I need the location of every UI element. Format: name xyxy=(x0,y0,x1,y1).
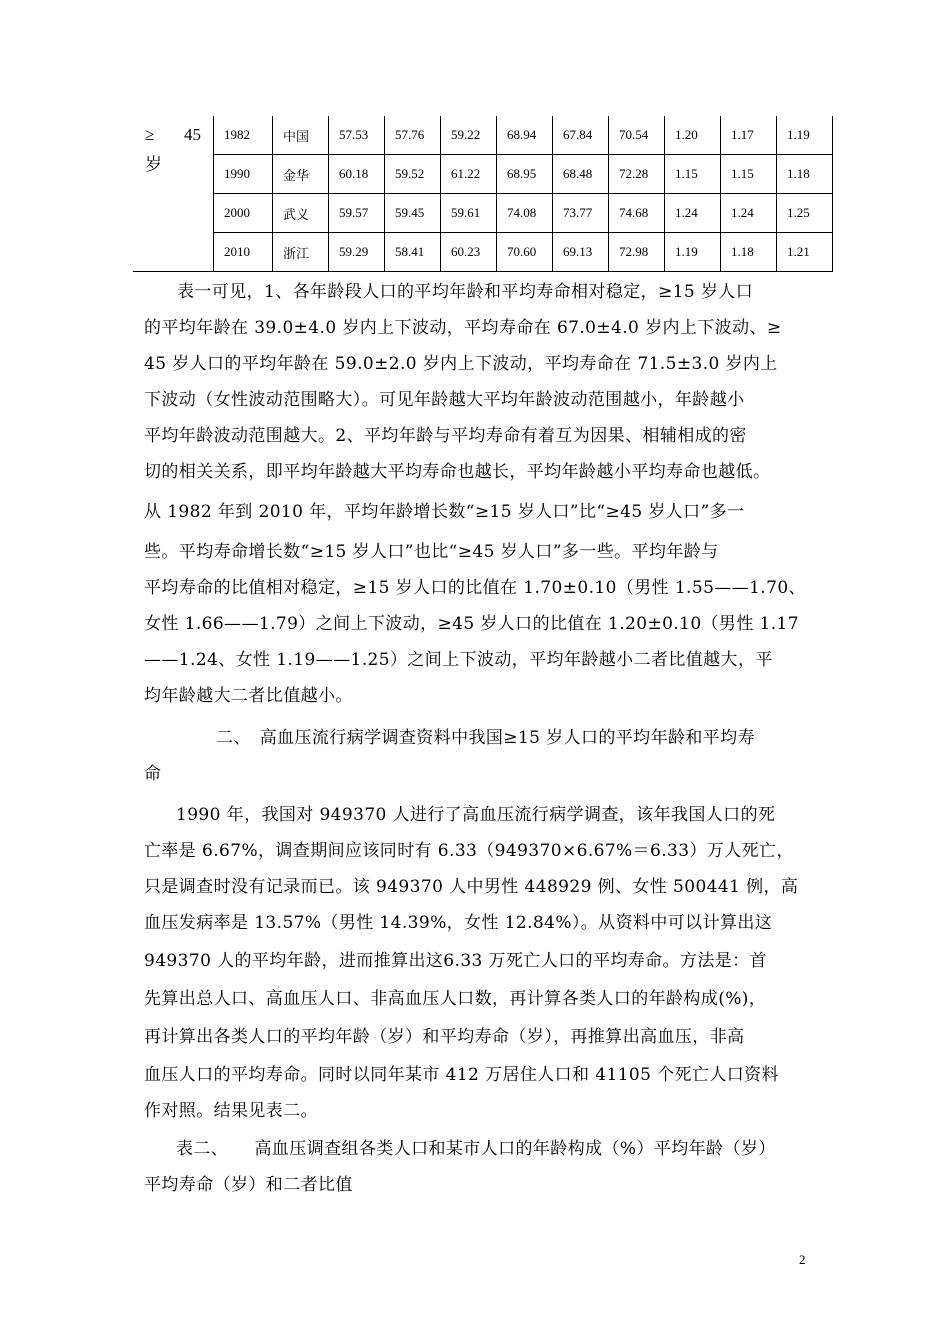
value-cell: 59.22 xyxy=(441,116,497,155)
text-line: 1990 年，我国对 949370 人进行了高血压流行病学调查，该年我国人口的死 xyxy=(176,805,776,825)
value-cell: 68.94 xyxy=(497,116,553,155)
year-cell: 2000 xyxy=(214,194,273,233)
text-line: 的平均年龄在 39.0±4.0 岁内上下波动，平均寿命在 67.0±4.0 岁内上下波动、≥ xyxy=(144,318,782,338)
value-cell: 1.19 xyxy=(665,233,721,272)
text-line: 949370 人的平均年龄，进而推算出这6.33 万死亡人口的平均寿命。方法是：首 xyxy=(144,951,767,971)
value-cell: 67.84 xyxy=(553,116,609,155)
text-line: 只是调查时没有记录而已。该 949370 人中男性 448929 例、女性 500441 例，高 xyxy=(144,877,799,897)
value-cell: 73.77 xyxy=(553,194,609,233)
table-row xyxy=(133,233,833,272)
value-cell: 1.20 xyxy=(665,116,721,155)
text-line: 45 岁人口的平均年龄在 59.0±2.0 岁内上下波动，平均寿命在 71.5±3.0 岁内上 xyxy=(144,354,778,374)
heading-line: 二、 高血压流行病学调查资料中我国≥15 岁人口的平均年龄和平均寿 xyxy=(216,728,755,748)
value-cell: 1.25 xyxy=(777,194,833,233)
value-cell: 59.52 xyxy=(385,155,441,194)
value-cell: 1.15 xyxy=(721,155,777,194)
text-line: 从 1982 年到 2010 年，平均年龄增长数“≥15 岁人口”比“≥45 岁人口”多一 xyxy=(144,502,745,522)
text-line: 作对照。结果见表二。 xyxy=(144,1101,318,1121)
value-cell: 61.22 xyxy=(441,155,497,194)
value-cell: 59.57 xyxy=(329,194,385,233)
value-cell: 57.53 xyxy=(329,116,385,155)
year-cell: 2010 xyxy=(214,233,273,272)
table-row xyxy=(133,155,833,194)
value-cell: 70.60 xyxy=(497,233,553,272)
value-cell: 57.76 xyxy=(385,116,441,155)
value-cell: 1.19 xyxy=(777,116,833,155)
value-cell: 59.61 xyxy=(441,194,497,233)
text-line: 血压人口的平均寿命。同时以同年某市 412 万居住人口和 41105 个死亡人口资料 xyxy=(144,1065,779,1085)
text-line: ——1.24、女性 1.19——1.25）之间上下波动，平均年龄越小二者比值越大，平 xyxy=(144,650,773,670)
text-line: 血压发病率是 13.57%（男性 14.39%，女性 12.84%）。从资料中可以计算出这 xyxy=(144,913,773,933)
area-cell: 金华 xyxy=(273,155,329,194)
value-cell: 59.45 xyxy=(385,194,441,233)
value-cell: 60.23 xyxy=(441,233,497,272)
area-cell: 武义 xyxy=(273,194,329,233)
table-row xyxy=(133,194,833,233)
group-number: 45 xyxy=(184,125,201,144)
text-line: 再计算出各类人口的平均年龄（岁）和平均寿命（岁），再推算出高血压，非高 xyxy=(144,1027,745,1047)
area-cell: 浙江 xyxy=(273,233,329,272)
text-line: 先算出总人口、高血压人口、非高血压人口数，再计算各类人口的年龄构成(%)， xyxy=(144,989,767,1009)
group-symbol: ≥ xyxy=(145,125,155,144)
value-cell: 1.18 xyxy=(721,233,777,272)
value-cell: 59.29 xyxy=(329,233,385,272)
value-cell: 70.54 xyxy=(609,116,665,155)
table-one-continuation xyxy=(133,116,833,272)
value-cell: 72.98 xyxy=(609,233,665,272)
area-cell: 中国 xyxy=(273,116,329,155)
age-group-cell xyxy=(133,116,214,272)
group-unit: 岁 xyxy=(145,155,162,174)
value-cell: 1.15 xyxy=(665,155,721,194)
text-line: 均年龄越大二者比值越小。 xyxy=(144,686,353,706)
value-cell: 1.24 xyxy=(721,194,777,233)
value-cell: 60.18 xyxy=(329,155,385,194)
value-cell: 74.08 xyxy=(497,194,553,233)
page-number: 2 xyxy=(799,1252,806,1267)
value-cell: 69.13 xyxy=(553,233,609,272)
value-cell: 1.17 xyxy=(721,116,777,155)
text-line: 亡率是 6.67%，调查期间应该同时有 6.33（949370×6.67%＝6.33）万人死亡， xyxy=(144,841,794,861)
table-row xyxy=(133,116,833,155)
text-line: 女性 1.66——1.79）之间上下波动，≥45 岁人口的比值在 1.20±0.10（男性 1.17 xyxy=(144,614,799,634)
value-cell: 68.95 xyxy=(497,155,553,194)
caption-line: 平均寿命（岁）和二者比值 xyxy=(144,1175,353,1195)
text-line: 表一可见，1、各年龄段人口的平均年龄和平均寿命相对稳定，≥15 岁人口 xyxy=(177,282,754,302)
year-cell: 1982 xyxy=(214,116,273,155)
value-cell: 68.48 xyxy=(553,155,609,194)
year-cell: 1990 xyxy=(214,155,273,194)
text-line: 切的相关关系，即平均年龄越大平均寿命也越长，平均年龄越小平均寿命也越低。 xyxy=(144,462,771,482)
caption-line: 表二、 高血压调查组各类人口和某市人口的年龄构成（%）平均年龄（岁） xyxy=(176,1139,776,1159)
value-cell: 72.28 xyxy=(609,155,665,194)
value-cell: 74.68 xyxy=(609,194,665,233)
value-cell: 1.18 xyxy=(777,155,833,194)
value-cell: 58.41 xyxy=(385,233,441,272)
text-line: 些。平均寿命增长数“≥15 岁人口”也比“≥45 岁人口”多一些。平均年龄与 xyxy=(144,542,719,562)
text-line: 平均年龄波动范围越大。2、平均年龄与平均寿命有着互为因果、相辅相成的密 xyxy=(144,426,747,446)
text-line: 下波动（女性波动范围略大）。可见年龄越大平均年龄波动范围越小，年龄越小 xyxy=(144,390,745,410)
value-cell: 1.24 xyxy=(665,194,721,233)
text-line: 平均寿命的比值相对稳定，≥15 岁人口的比值在 1.70±0.10（男性 1.55——1.70、 xyxy=(144,578,806,598)
value-cell: 1.21 xyxy=(777,233,833,272)
heading-line: 命 xyxy=(144,764,162,784)
